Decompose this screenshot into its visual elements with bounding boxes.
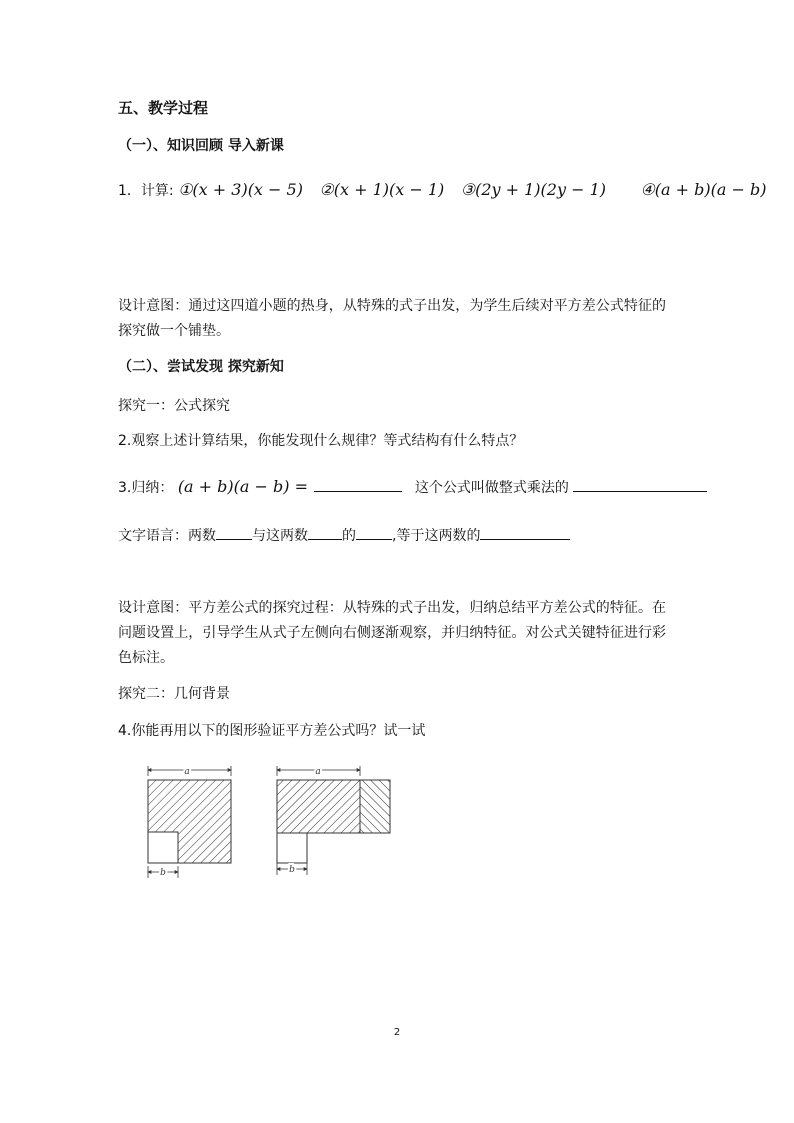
- explore-1-title: 探究一：公式探究: [118, 398, 230, 414]
- question-2: 2.观察上述计算结果，你能发现什么规律？等式结构有什么特点？: [118, 433, 524, 449]
- question-3-text: 这个公式叫做整式乘法的: [414, 480, 569, 496]
- design-intent-1: 设计意图：通过这四道小题的热身，从特殊的式子出发，为学生后续对平方差公式特征的探究做一个铺垫。: [118, 298, 666, 339]
- question-1-label: 1．计算:: [118, 183, 174, 199]
- verbal-part-2: 与这两数: [252, 528, 308, 544]
- verbal-blank-4[interactable]: [480, 525, 570, 540]
- figure-2-label-a: a: [315, 767, 321, 777]
- expression-3: ③(2y + 1)(2y − 1): [460, 180, 606, 199]
- figure-1-label-b: b: [160, 868, 166, 878]
- explore-2-title: 探究二：几何背景: [118, 686, 230, 702]
- part2-heading: （二）、尝试发现 探究新知: [118, 359, 284, 375]
- expression-2: ②(x + 1)(x − 1): [319, 180, 445, 199]
- geometry-figures: [140, 762, 400, 882]
- figure-2: [277, 766, 390, 875]
- section-title: 五、教学过程: [118, 99, 209, 117]
- question-3-label: 3.归纳：: [118, 480, 174, 496]
- verbal-blank-1[interactable]: [216, 525, 252, 540]
- expression-4: ④(a + b)(a − b): [640, 180, 767, 199]
- figure-2-label-b: b: [289, 865, 295, 875]
- question-3: [118, 477, 707, 498]
- verbal-statement: [118, 525, 570, 546]
- question-4: 4.你能再用以下的图形验证平方差公式吗？试一试: [118, 723, 426, 739]
- verbal-part-4: ,等于这两数的: [392, 528, 481, 544]
- verbal-blank-2[interactable]: [308, 525, 342, 540]
- part1-heading: （一）、知识回顾 导入新课: [118, 138, 284, 154]
- figure-1: [148, 766, 231, 878]
- answer-blank-formula[interactable]: [314, 477, 402, 492]
- answer-blank-name[interactable]: [573, 477, 707, 492]
- expression-1: ①(x + 3)(x − 5): [178, 180, 303, 199]
- question-3-formula: (a + b)(a − b) =: [177, 477, 308, 496]
- verbal-part-1: 文字语言：两数: [118, 528, 216, 544]
- figure-1-label-a: a: [184, 767, 190, 777]
- verbal-part-3: 的: [342, 528, 356, 544]
- verbal-blank-3[interactable]: [356, 525, 392, 540]
- design-intent-2: 设计意图：平方差公式的探究过程：从特殊的式子出发，归纳总结平方差公式的特征。在问题设置上，引导学生从式子左侧向右侧逐渐观察，并归纳特征。对公式关键特征进行彩色标注。: [118, 600, 666, 666]
- page-number: 2: [393, 1027, 401, 1038]
- question-1: [118, 180, 766, 201]
